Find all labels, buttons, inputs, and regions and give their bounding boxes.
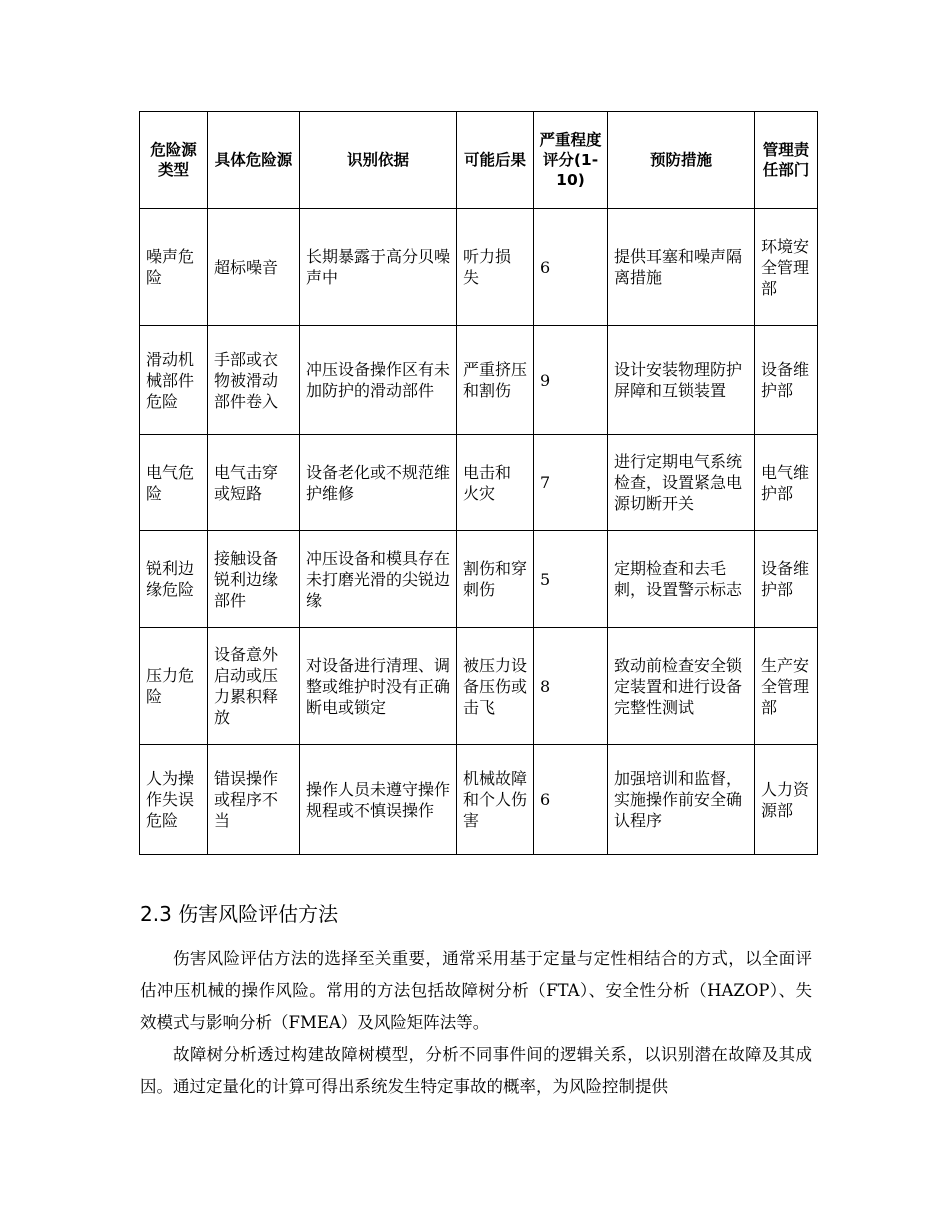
body-paragraph: 伤害风险评估方法的选择至关重要，通常采用基于定量与定性相结合的方式，以全面评估冲压机械的操作风险。常用的方法包括故障树分析（FTA）、安全性分析（HAZOP）、失效模式与影响分析（FMEA）及风险矩阵法等。: [140, 949, 812, 1032]
cell-possible-consequence: 机械故障和个人伤害: [457, 745, 534, 855]
body-paragraph: 故障树分析透过构建故障树模型，分析不同事件间的逻辑关系，以识别潜在故障及其成因。通过定量化的计算可得出系统发生特定事故的概率，为风险控制提供: [140, 1045, 812, 1096]
cell-preventive-measures: 设计安装物理防护屏障和互锁装置: [608, 326, 755, 435]
cell-identification-basis: 对设备进行清理、调整或维护时没有正确断电或锁定: [300, 628, 457, 745]
cell-possible-consequence: 割伤和穿刺伤: [457, 531, 534, 628]
cell-hazard-type: 压力危险: [140, 628, 208, 745]
cell-responsible-department: 设备维护部: [755, 531, 818, 628]
header-responsible-department: 管理责任部门: [755, 112, 818, 209]
cell-identification-basis: 设备老化或不规范维护维修: [300, 435, 457, 531]
table-row: [140, 628, 818, 745]
cell-possible-consequence: 电击和 火灾: [457, 435, 534, 531]
cell-identification-basis: 冲压设备和模具存在未打磨光滑的尖锐边缘: [300, 531, 457, 628]
cell-severity-score: 8: [534, 628, 608, 745]
cell-preventive-measures: 进行定期电气系统检查，设置紧急电源切断开关: [608, 435, 755, 531]
table-header-row: [140, 112, 818, 209]
cell-specific-hazard: 接触设备锐利边缘 部件: [208, 531, 300, 628]
cell-specific-hazard: 手部或衣物被滑动部件卷入: [208, 326, 300, 435]
cell-responsible-department: 设备维护部: [755, 326, 818, 435]
cell-severity-score: 6: [534, 745, 608, 855]
cell-specific-hazard: 超标噪音: [208, 209, 300, 326]
cell-preventive-measures: 致动前检查安全锁定装置和进行设备完整性测试: [608, 628, 755, 745]
cell-severity-score: 9: [534, 326, 608, 435]
cell-identification-basis: 长期暴露于高分贝噪声中: [300, 209, 457, 326]
cell-hazard-type: 锐利边缘危险: [140, 531, 208, 628]
header-hazard-type: 危险源类型: [140, 112, 208, 209]
cell-hazard-type: 电气危险: [140, 435, 208, 531]
cell-specific-hazard: 设备意外启动或压力累积释放: [208, 628, 300, 745]
header-severity-score: 严重程度评分(1-10): [534, 112, 608, 209]
header-identification-basis: 识别依据: [300, 112, 457, 209]
cell-severity-score: 6: [534, 209, 608, 326]
section-title: 2.3 伤害风险评估方法: [140, 902, 339, 926]
table-row: [140, 531, 818, 628]
cell-specific-hazard: 电气击穿 或短路: [208, 435, 300, 531]
table-row: [140, 326, 818, 435]
cell-hazard-type: 人为操作失误危险: [140, 745, 208, 855]
cell-preventive-measures: 加强培训和监督，实施操作前安全确认程序: [608, 745, 755, 855]
table-row: [140, 209, 818, 326]
cell-possible-consequence: 严重挤压和割伤: [457, 326, 534, 435]
cell-severity-score: 5: [534, 531, 608, 628]
cell-hazard-type: 滑动机械部件危险: [140, 326, 208, 435]
cell-hazard-type: 噪声危险: [140, 209, 208, 326]
hazard-table: [139, 111, 818, 855]
cell-responsible-department: 电气维护部: [755, 435, 818, 531]
cell-responsible-department: 环境安全管理部: [755, 209, 818, 326]
header-preventive-measures: 预防措施: [608, 112, 755, 209]
table-row: [140, 745, 818, 855]
header-specific-hazard: 具体危险源: [208, 112, 300, 209]
cell-preventive-measures: 定期检查和去毛刺，设置警示标志: [608, 531, 755, 628]
header-possible-consequence: 可能后果: [457, 112, 534, 209]
cell-possible-consequence: 听力损 失: [457, 209, 534, 326]
table-row: [140, 435, 818, 531]
cell-possible-consequence: 被压力设备压伤或击飞: [457, 628, 534, 745]
cell-specific-hazard: 错误操作或程序不当: [208, 745, 300, 855]
cell-responsible-department: 生产安全管理部: [755, 628, 818, 745]
cell-identification-basis: 冲压设备操作区有未加防护的滑动部件: [300, 326, 457, 435]
cell-preventive-measures: 提供耳塞和噪声隔离措施: [608, 209, 755, 326]
cell-severity-score: 7: [534, 435, 608, 531]
cell-responsible-department: 人力资源部: [755, 745, 818, 855]
cell-identification-basis: 操作人员未遵守操作规程或不慎误操作: [300, 745, 457, 855]
